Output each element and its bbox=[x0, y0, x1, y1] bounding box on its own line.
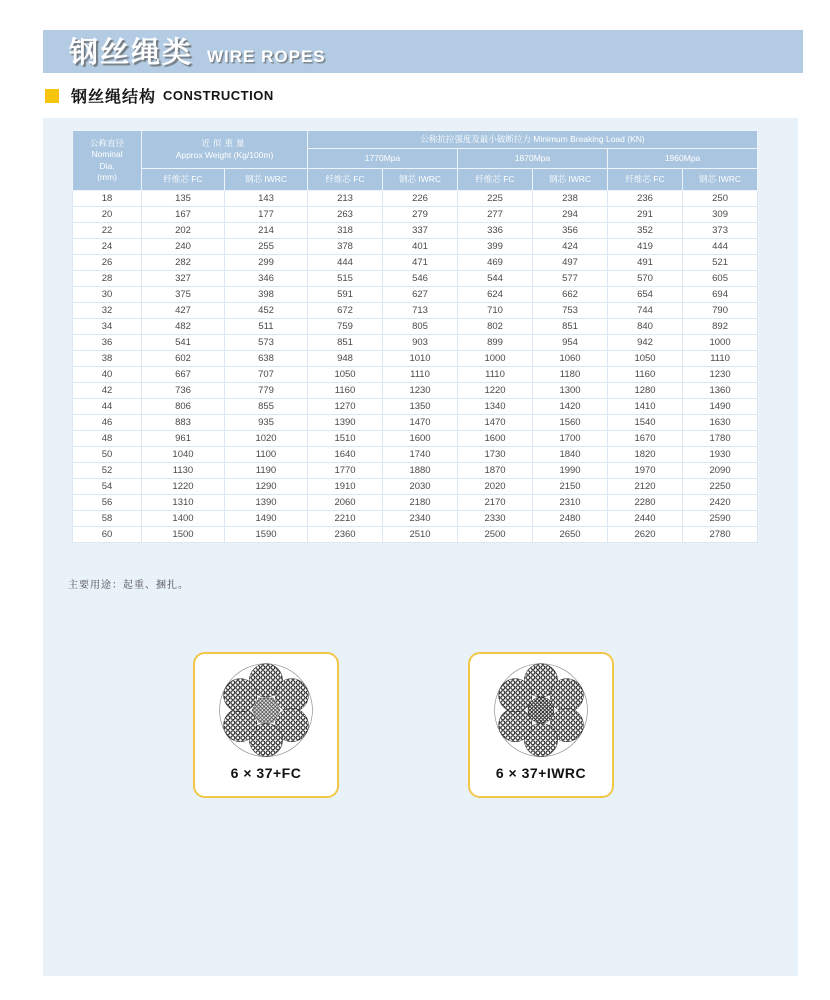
table-cell: 672 bbox=[308, 303, 383, 319]
table-cell: 1470 bbox=[458, 415, 533, 431]
section-heading bbox=[45, 84, 274, 107]
table-row bbox=[73, 255, 758, 271]
table-cell: 54 bbox=[73, 479, 142, 495]
table-cell: 713 bbox=[383, 303, 458, 319]
table-row bbox=[73, 479, 758, 495]
table-cell: 892 bbox=[683, 319, 758, 335]
table-cell: 1670 bbox=[608, 431, 683, 447]
col-header-grade-1960: 1960Mpa bbox=[608, 149, 758, 169]
table-cell: 213 bbox=[308, 191, 383, 207]
table-cell: 1600 bbox=[458, 431, 533, 447]
table-cell: 541 bbox=[142, 335, 225, 351]
table-cell: 497 bbox=[533, 255, 608, 271]
table-cell: 398 bbox=[225, 287, 308, 303]
table-cell: 318 bbox=[308, 223, 383, 239]
table-cell: 802 bbox=[458, 319, 533, 335]
table-row bbox=[73, 367, 758, 383]
table-cell: 1640 bbox=[308, 447, 383, 463]
table-cell: 279 bbox=[383, 207, 458, 223]
table-row bbox=[73, 351, 758, 367]
table-cell: 605 bbox=[683, 271, 758, 287]
table-cell: 250 bbox=[683, 191, 758, 207]
table-cell: 1590 bbox=[225, 527, 308, 543]
table-cell: 638 bbox=[225, 351, 308, 367]
table-cell: 1020 bbox=[225, 431, 308, 447]
steel-core bbox=[528, 697, 554, 723]
rope-label-fc: 6 × 37+FC bbox=[230, 765, 302, 781]
section-title-zh: 钢丝绳结构 bbox=[71, 89, 157, 106]
table-cell: 236 bbox=[608, 191, 683, 207]
table-row bbox=[73, 191, 758, 207]
table-cell: 744 bbox=[608, 303, 683, 319]
table-cell: 399 bbox=[458, 239, 533, 255]
table-cell: 50 bbox=[73, 447, 142, 463]
table-cell: 1000 bbox=[458, 351, 533, 367]
nominal-dia-en1: Nominal bbox=[91, 149, 123, 160]
table-cell: 2330 bbox=[458, 511, 533, 527]
rope-cross-section-iwrc-diagram bbox=[485, 660, 597, 764]
table-cell: 779 bbox=[225, 383, 308, 399]
banner-title-en: WIRE ROPES bbox=[207, 47, 326, 66]
table-cell: 736 bbox=[142, 383, 225, 399]
subcol-1870-iwrc: 钢芯 IWRC bbox=[533, 169, 608, 191]
table-cell: 1390 bbox=[308, 415, 383, 431]
nominal-dia-zh: 公称直径 bbox=[89, 138, 124, 149]
table-cell: 327 bbox=[142, 271, 225, 287]
table-cell: 759 bbox=[308, 319, 383, 335]
table-cell: 214 bbox=[225, 223, 308, 239]
banner-title-zh: 钢丝绳类 bbox=[69, 37, 194, 69]
table-cell: 1970 bbox=[608, 463, 683, 479]
table-row bbox=[73, 319, 758, 335]
table-cell: 309 bbox=[683, 207, 758, 223]
table-cell: 491 bbox=[608, 255, 683, 271]
table-cell: 1390 bbox=[225, 495, 308, 511]
table-row bbox=[73, 431, 758, 447]
table-cell: 1730 bbox=[458, 447, 533, 463]
table-cell: 544 bbox=[458, 271, 533, 287]
rope-cross-section-fc-diagram bbox=[210, 660, 322, 764]
table-cell: 2420 bbox=[683, 495, 758, 511]
table-cell: 1870 bbox=[458, 463, 533, 479]
col-header-breaking-load: 公称抗拉强度及最小破断拉力 Minimum Breaking Load (KN) bbox=[308, 131, 758, 149]
page-banner bbox=[43, 30, 803, 73]
approx-weight-zh: 近似重量 bbox=[201, 138, 248, 149]
table-cell: 2620 bbox=[608, 527, 683, 543]
table-cell: 22 bbox=[73, 223, 142, 239]
table-cell: 167 bbox=[142, 207, 225, 223]
table-cell: 1470 bbox=[383, 415, 458, 431]
table-cell: 444 bbox=[683, 239, 758, 255]
table-cell: 942 bbox=[608, 335, 683, 351]
table-cell: 2020 bbox=[458, 479, 533, 495]
table-cell: 2250 bbox=[683, 479, 758, 495]
table-cell: 627 bbox=[383, 287, 458, 303]
table-cell: 1130 bbox=[142, 463, 225, 479]
rope-diagram-card-iwrc bbox=[468, 652, 614, 798]
table-cell: 1600 bbox=[383, 431, 458, 447]
table-cell: 2150 bbox=[533, 479, 608, 495]
subcol-weight-iwrc: 钢芯 IWRC bbox=[225, 169, 308, 191]
table-cell: 1310 bbox=[142, 495, 225, 511]
table-cell: 948 bbox=[308, 351, 383, 367]
table-cell: 1340 bbox=[458, 399, 533, 415]
table-cell: 469 bbox=[458, 255, 533, 271]
table-cell: 1780 bbox=[683, 431, 758, 447]
table-cell: 226 bbox=[383, 191, 458, 207]
table-cell: 954 bbox=[533, 335, 608, 351]
subcol-1770-iwrc: 钢芯 IWRC bbox=[383, 169, 458, 191]
col-header-grade-1770: 1770Mpa bbox=[308, 149, 458, 169]
table-cell: 2120 bbox=[608, 479, 683, 495]
content-panel bbox=[43, 118, 798, 976]
table-cell: 1400 bbox=[142, 511, 225, 527]
subcol-1960-fc: 纤维芯 FC bbox=[608, 169, 683, 191]
table-cell: 1010 bbox=[383, 351, 458, 367]
table-cell: 1290 bbox=[225, 479, 308, 495]
table-cell: 40 bbox=[73, 367, 142, 383]
table-cell: 1280 bbox=[608, 383, 683, 399]
table-cell: 1910 bbox=[308, 479, 383, 495]
table-cell: 1060 bbox=[533, 351, 608, 367]
subcol-weight-fc: 纤维芯 FC bbox=[142, 169, 225, 191]
table-cell: 662 bbox=[533, 287, 608, 303]
table-cell: 299 bbox=[225, 255, 308, 271]
table-row bbox=[73, 383, 758, 399]
table-cell: 263 bbox=[308, 207, 383, 223]
table-cell: 373 bbox=[683, 223, 758, 239]
table-cell: 1840 bbox=[533, 447, 608, 463]
table-cell: 291 bbox=[608, 207, 683, 223]
table-cell: 26 bbox=[73, 255, 142, 271]
table-cell: 573 bbox=[225, 335, 308, 351]
table-cell: 424 bbox=[533, 239, 608, 255]
table-cell: 2500 bbox=[458, 527, 533, 543]
table-cell: 903 bbox=[383, 335, 458, 351]
table-cell: 577 bbox=[533, 271, 608, 287]
table-cell: 1410 bbox=[608, 399, 683, 415]
yellow-bullet-icon bbox=[45, 89, 59, 103]
table-cell: 515 bbox=[308, 271, 383, 287]
section-title-en: CONSTRUCTION bbox=[163, 88, 274, 103]
wire-rope-spec-table bbox=[72, 130, 758, 543]
table-cell: 48 bbox=[73, 431, 142, 447]
table-cell: 753 bbox=[533, 303, 608, 319]
table-cell: 790 bbox=[683, 303, 758, 319]
table-cell: 2480 bbox=[533, 511, 608, 527]
table-cell: 46 bbox=[73, 415, 142, 431]
table-cell: 511 bbox=[225, 319, 308, 335]
table-row bbox=[73, 511, 758, 527]
table-cell: 2090 bbox=[683, 463, 758, 479]
table-cell: 1820 bbox=[608, 447, 683, 463]
table-cell: 471 bbox=[383, 255, 458, 271]
table-cell: 805 bbox=[383, 319, 458, 335]
table-cell: 34 bbox=[73, 319, 142, 335]
table-cell: 1110 bbox=[458, 367, 533, 383]
table-cell: 591 bbox=[308, 287, 383, 303]
table-cell: 546 bbox=[383, 271, 458, 287]
table-cell: 1220 bbox=[142, 479, 225, 495]
table-cell: 1630 bbox=[683, 415, 758, 431]
col-header-approx-weight bbox=[142, 131, 308, 169]
table-cell: 2170 bbox=[458, 495, 533, 511]
table-row bbox=[73, 335, 758, 351]
table-cell: 44 bbox=[73, 399, 142, 415]
table-row bbox=[73, 223, 758, 239]
table-cell: 521 bbox=[683, 255, 758, 271]
table-row bbox=[73, 207, 758, 223]
table-cell: 899 bbox=[458, 335, 533, 351]
table-cell: 32 bbox=[73, 303, 142, 319]
table-cell: 1160 bbox=[308, 383, 383, 399]
table-cell: 1050 bbox=[608, 351, 683, 367]
table-cell: 2590 bbox=[683, 511, 758, 527]
table-cell: 401 bbox=[383, 239, 458, 255]
table-row bbox=[73, 239, 758, 255]
table-cell: 56 bbox=[73, 495, 142, 511]
table-cell: 855 bbox=[225, 399, 308, 415]
nominal-dia-en2: Dia. bbox=[99, 160, 115, 171]
table-cell: 1930 bbox=[683, 447, 758, 463]
table-row bbox=[73, 271, 758, 287]
table-cell: 1220 bbox=[458, 383, 533, 399]
table-cell: 143 bbox=[225, 191, 308, 207]
table-cell: 602 bbox=[142, 351, 225, 367]
table-cell: 277 bbox=[458, 207, 533, 223]
table-cell: 1160 bbox=[608, 367, 683, 383]
table-head bbox=[73, 131, 758, 191]
table-cell: 20 bbox=[73, 207, 142, 223]
table-cell: 238 bbox=[533, 191, 608, 207]
approx-weight-en: Approx Weight (Kg/100m) bbox=[175, 149, 274, 160]
table-row bbox=[73, 415, 758, 431]
table-cell: 1990 bbox=[533, 463, 608, 479]
table-row bbox=[73, 527, 758, 543]
table-cell: 356 bbox=[533, 223, 608, 239]
table-cell: 1270 bbox=[308, 399, 383, 415]
table-cell: 2650 bbox=[533, 527, 608, 543]
table-cell: 294 bbox=[533, 207, 608, 223]
table-cell: 1050 bbox=[308, 367, 383, 383]
table-cell: 1000 bbox=[683, 335, 758, 351]
table-cell: 935 bbox=[225, 415, 308, 431]
table-cell: 38 bbox=[73, 351, 142, 367]
table-cell: 1770 bbox=[308, 463, 383, 479]
subcol-1870-fc: 纤维芯 FC bbox=[458, 169, 533, 191]
table-cell: 710 bbox=[458, 303, 533, 319]
table-cell: 1230 bbox=[383, 383, 458, 399]
nominal-dia-unit: (mm) bbox=[97, 171, 117, 182]
table-cell: 60 bbox=[73, 527, 142, 543]
table-cell: 1510 bbox=[308, 431, 383, 447]
table-cell: 444 bbox=[308, 255, 383, 271]
table-cell: 255 bbox=[225, 239, 308, 255]
table-cell: 1490 bbox=[683, 399, 758, 415]
rope-label-iwrc: 6 × 37+IWRC bbox=[495, 765, 587, 781]
table-cell: 851 bbox=[533, 319, 608, 335]
table-cell: 30 bbox=[73, 287, 142, 303]
table-cell: 1360 bbox=[683, 383, 758, 399]
table-cell: 225 bbox=[458, 191, 533, 207]
table-cell: 1040 bbox=[142, 447, 225, 463]
table-cell: 1110 bbox=[683, 351, 758, 367]
table-cell: 2340 bbox=[383, 511, 458, 527]
table-row bbox=[73, 399, 758, 415]
table-body bbox=[73, 191, 758, 543]
table-cell: 202 bbox=[142, 223, 225, 239]
subcol-1960-iwrc: 钢芯 IWRC bbox=[683, 169, 758, 191]
table-cell: 2210 bbox=[308, 511, 383, 527]
table-cell: 654 bbox=[608, 287, 683, 303]
table-cell: 1880 bbox=[383, 463, 458, 479]
table-cell: 375 bbox=[142, 287, 225, 303]
table-cell: 840 bbox=[608, 319, 683, 335]
table-cell: 1110 bbox=[383, 367, 458, 383]
table-row bbox=[73, 463, 758, 479]
table-cell: 58 bbox=[73, 511, 142, 527]
col-header-grade-1870: 1870Mpa bbox=[458, 149, 608, 169]
table-cell: 28 bbox=[73, 271, 142, 287]
table-cell: 2060 bbox=[308, 495, 383, 511]
table-cell: 1100 bbox=[225, 447, 308, 463]
table-cell: 570 bbox=[608, 271, 683, 287]
subcol-1770-fc: 纤维芯 FC bbox=[308, 169, 383, 191]
table-cell: 1540 bbox=[608, 415, 683, 431]
table-cell: 1230 bbox=[683, 367, 758, 383]
table-cell: 42 bbox=[73, 383, 142, 399]
table-cell: 851 bbox=[308, 335, 383, 351]
table-cell: 482 bbox=[142, 319, 225, 335]
table-cell: 806 bbox=[142, 399, 225, 415]
table-cell: 2030 bbox=[383, 479, 458, 495]
table-row bbox=[73, 287, 758, 303]
table-cell: 419 bbox=[608, 239, 683, 255]
table-cell: 667 bbox=[142, 367, 225, 383]
usage-note: 主要用途：起重、捆扎。 bbox=[68, 580, 189, 591]
table-cell: 2510 bbox=[383, 527, 458, 543]
table-cell: 1420 bbox=[533, 399, 608, 415]
table-cell: 282 bbox=[142, 255, 225, 271]
table-cell: 427 bbox=[142, 303, 225, 319]
table-cell: 883 bbox=[142, 415, 225, 431]
table-cell: 135 bbox=[142, 191, 225, 207]
table-cell: 337 bbox=[383, 223, 458, 239]
table-cell: 2310 bbox=[533, 495, 608, 511]
table-cell: 2360 bbox=[308, 527, 383, 543]
table-cell: 18 bbox=[73, 191, 142, 207]
table-cell: 961 bbox=[142, 431, 225, 447]
table-cell: 36 bbox=[73, 335, 142, 351]
table-cell: 346 bbox=[225, 271, 308, 287]
col-header-nominal-dia bbox=[73, 131, 142, 191]
table-row bbox=[73, 303, 758, 319]
table-cell: 452 bbox=[225, 303, 308, 319]
table-cell: 694 bbox=[683, 287, 758, 303]
table-cell: 1500 bbox=[142, 527, 225, 543]
table-cell: 52 bbox=[73, 463, 142, 479]
table-cell: 1490 bbox=[225, 511, 308, 527]
table-cell: 352 bbox=[608, 223, 683, 239]
table-cell: 624 bbox=[458, 287, 533, 303]
table-cell: 1700 bbox=[533, 431, 608, 447]
table-cell: 177 bbox=[225, 207, 308, 223]
rope-diagram-card-fc bbox=[193, 652, 339, 798]
table-row bbox=[73, 447, 758, 463]
table-cell: 2780 bbox=[683, 527, 758, 543]
table-cell: 1190 bbox=[225, 463, 308, 479]
table-cell: 240 bbox=[142, 239, 225, 255]
table-cell: 2280 bbox=[608, 495, 683, 511]
table-cell: 1350 bbox=[383, 399, 458, 415]
table-cell: 2440 bbox=[608, 511, 683, 527]
table-cell: 336 bbox=[458, 223, 533, 239]
table-cell: 1560 bbox=[533, 415, 608, 431]
table-cell: 1180 bbox=[533, 367, 608, 383]
table-cell: 1740 bbox=[383, 447, 458, 463]
table-cell: 707 bbox=[225, 367, 308, 383]
table-cell: 1300 bbox=[533, 383, 608, 399]
table-cell: 2180 bbox=[383, 495, 458, 511]
table-cell: 378 bbox=[308, 239, 383, 255]
table-row bbox=[73, 495, 758, 511]
fiber-core bbox=[252, 698, 280, 722]
table-cell: 24 bbox=[73, 239, 142, 255]
